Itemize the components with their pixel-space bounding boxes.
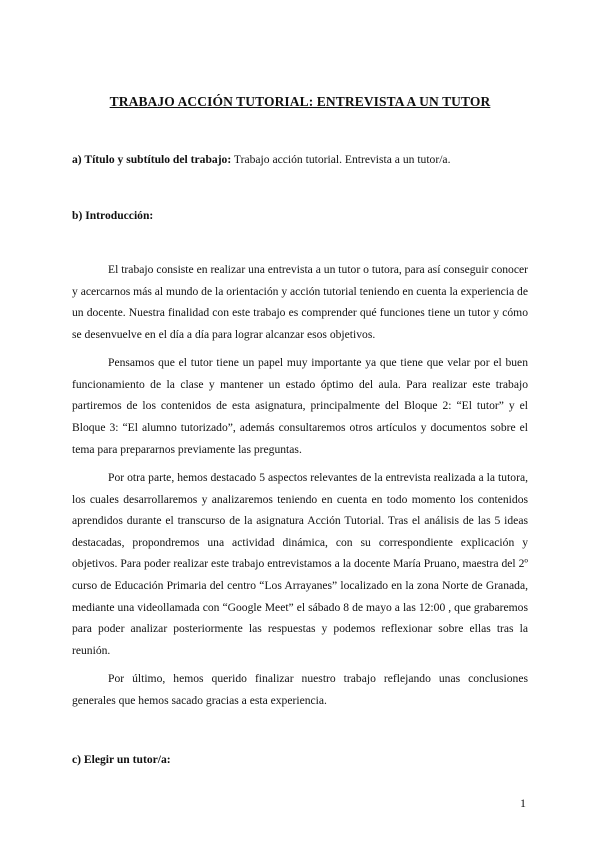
section-c-heading — [72, 752, 528, 768]
document-title: TRABAJO ACCIÓN TUTORIAL: ENTREVISTA A UN TUTOR — [109, 94, 491, 109]
section-a-text: Trabajo acción tutorial. Entrevista a un tutor/a. — [231, 153, 451, 166]
section-b-heading — [72, 208, 528, 224]
introduction-body — [72, 259, 528, 718]
section-a-label: a) Título y subtítulo del trabajo: — [72, 153, 232, 166]
intro-paragraph-1: El trabajo consiste en realizar una entrevista a un tutor o tutora, para así conseguir conocer y acercarnos más al mundo de la orientación y acción tutorial teniendo en cuenta la experiencia de un docente. Nuestra finalidad con este trabajo es comprender qué funciones tiene un tutor y cómo se desenvuelve en el día a día para lograr alcanzar esos objetivos. — [72, 263, 528, 341]
section-c-label: c) Elegir un tutor/a: — [72, 753, 171, 766]
page-number: 1 — [520, 796, 526, 810]
intro-paragraph-3: Por otra parte, hemos destacado 5 aspectos relevantes de la entrevista realizada a la tutora, los cuales desarrollaremos y analizaremos teniendo en cuenta en todo momento los contenidos aprendidos durante el transcurso de la asignatura Acción Tutorial. Tras el análisis de las 5 ideas destacadas, propondremos una actividad dinámica, con su correspondiente explicación y objetivos. Para poder realizar este trabajo entrevistamos a la docente María Pruano, maestra del 2º curso de Educación Primaria del centro “Los Arrayanes” localizado en la zona Norte de Granada, mediante una videollamada con “Google Meet” el sábado 8 de mayo a las 12:00 , que grabaremos para poder analizar posteriormente las respuestas y podemos reflexionar sobre ellas tras la reunión. — [72, 470, 528, 657]
intro-paragraph-4: Por último, hemos querido finalizar nuestro trabajo reflejando unas conclusiones generales que hemos sacado gracias a esta experiencia. — [72, 672, 528, 707]
section-a — [72, 152, 528, 168]
section-b-label: b) Introducción: — [72, 209, 154, 222]
intro-paragraph-2: Pensamos que el tutor tiene un papel muy importante ya que tiene que velar por el buen funcionamiento de la clase y mantener un estado óptimo del aula. Para realizar este trabajo partiremos de los contenidos de esta asignatura, principalmente del Bloque 2: “El tutor” y el Bloque 3: “El alumno tutorizado”, además consultaremos otros artículos y documentos sobre el tema para prepararnos previamente las preguntas. — [72, 356, 528, 456]
